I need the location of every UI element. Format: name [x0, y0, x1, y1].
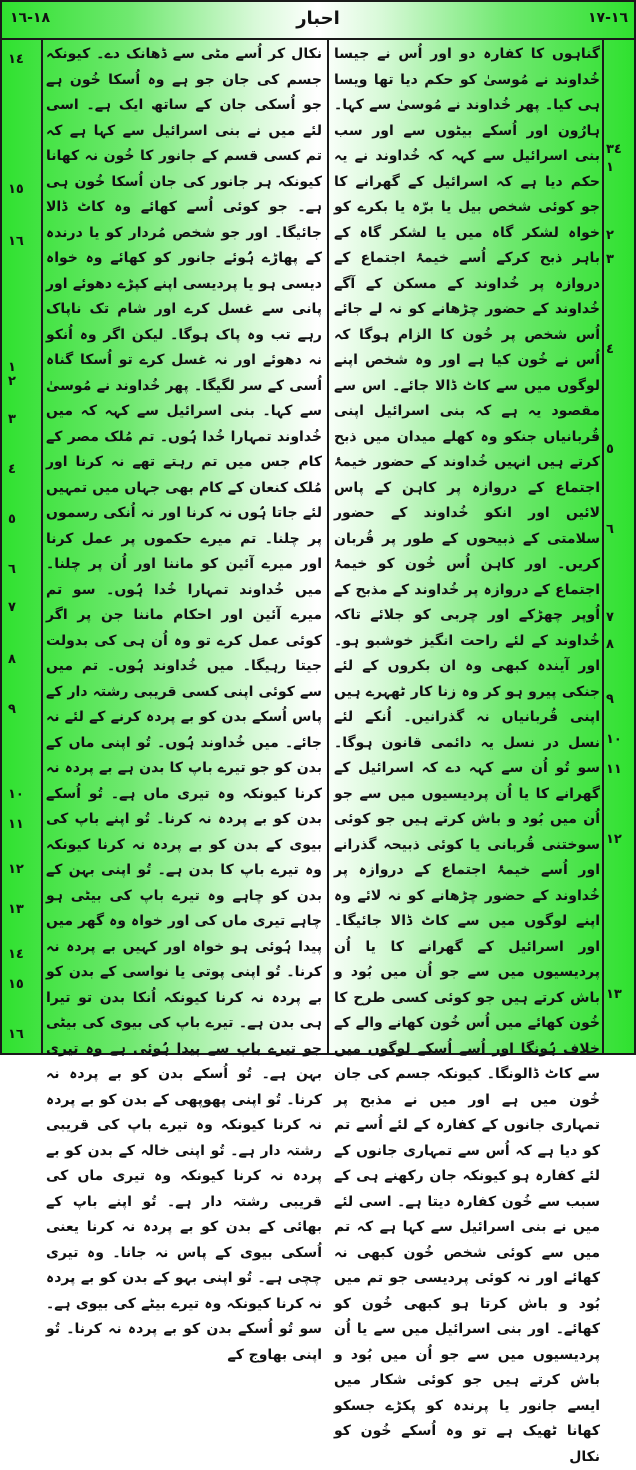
- right-verse-number: ٦: [606, 522, 614, 537]
- right-verse-number: ٩: [606, 692, 614, 707]
- chapter-range-right: ١٦-١٧: [588, 10, 628, 26]
- right-verse-number: ٥: [606, 442, 614, 457]
- left-column-text: نکال کر اُسے مٹی سے ڈھانک دے۔ کیونکہ جسم کی جان جو ہے وہ اُسکا خُون ہے جو اُسکی جان کے ساتھ ایک ہے۔ اسی لئے میں نے بنی اسرائیل سے کہا ہے کہ تم کسی قسم کے جانور کا خُون نہ کھانا کیونکہ ہر جانور کی جان اُسکا خُون ہی ہے۔ جو کوئی اُسے کھائے وہ کاٹ ڈالا جائیگا۔ اور جو شخص مُردار کو یا درندہ کے پھاڑے ہُوئے جانور کو کھائے وہ خواہ دیسی ہو یا پردیسی اپنے کپڑے دھوئے اور پانی سے غسل کرے اور شام تک ناپاک رہے تب وہ پاک ہوگا۔ لیکن اگر وہ اُنکو نہ دھوئے اور نہ غسل کرے تو اُسکا گناہ اُسی کے سر لگیگا۔ پھر خُداوند نے مُوسیٰ سے کہا۔ بنی اسرائیل سے کہہ کہ میں خُداوند تمہارا خُدا ہُوں۔ تم مُلک مصر کے کام جس میں تم رہتے تھے نہ کرنا اور مُلک کنعان کے کام بھی جہاں میں تمہیں لئے جاتا ہُوں نہ کرنا اور نہ اُنکی رسموں پر چلنا۔ تم میرے حکموں پر عمل کرنا اور میرے آئین کو ماننا اور اُن پر چلنا۔ میں خُداوند تمہارا خُدا ہُوں۔ سو تم میرے آئین اور احکام ماننا جن پر اگر کوئی عمل کرے تو وہ اُن ہی کی بدولت جیتا رہیگا۔ میں خُداوند ہُوں۔ تم میں سے کوئی اپنی کسی قریبی رشتہ دار کے پاس اُسکے بدن کو بے پردہ کرنے کے لئے نہ جائے۔ میں خُداوند ہُوں۔ تُو اپنی ماں کے بدن کو جو تیرے باپ کا بدن ہے بے پردہ نہ کرنا کیونکہ وہ تیری ماں ہے۔ تُو اُسکے بدن کو بے پردہ نہ کرنا۔ تُو اپنے باپ کی بیوی کے بدن کو بے پردہ نہ کرنا کیونکہ وہ تیرے باپ کا بدن ہے۔ تُو اپنی بہن کے بدن کو چاہے وہ تیرے باپ کی بیٹی ہو چاہے تیری ماں کی اور خواہ وہ گھر میں پیدا ہُوئی ہو خواہ اور کہیں بے پردہ نہ کرنا۔ تُو اپنی پوتی یا نواسی کے بدن کو بے پردہ نہ کرنا کیونکہ اُنکا بدن تو تیرا ہی بدن ہے۔ تیرے باپ کی بیوی کی بیٹی جو تیرے باپ سے پیدا ہُوئی ہے وہ تیری بہن ہے۔ تُو اُسکے بدن کو بے پردہ نہ کرنا۔ تُو اپنی پھوپھی کے بدن کو بے پردہ نہ کرنا کیونکہ وہ تیرے باپ کی قریبی رشتہ دار ہے۔ تُو اپنی خالہ کے بدن کو بے پردہ نہ کرنا کیونکہ وہ تیری ماں کی قریبی رشتہ دار ہے۔ تُو اپنے باپ کے بھائی کے بدن کو بے پردہ نہ کرنا یعنی اُسکی بیوی کے پاس نہ جانا۔ وہ تیری چچی ہے۔ تُو اپنی بہو کے بدن کو بے پردہ نہ کرنا کیونکہ وہ تیرے بیٹے کی بیوی ہے۔ سو تُو اُسکے بدن کو بے پردہ نہ کرنا۔ تُو اپنی بھاوج کے: [46, 46, 322, 1363]
- right-column-text: گناہوں کا کفارہ دو اور اُس نے جیسا خُداوند نے مُوسیٰ کو حکم دیا تھا ویسا ہی کیا۔ پھر خُداوند نے مُوسیٰ سے کہا۔ ہارُون اور اُسکے بیٹوں سے اور سب بنی اسرائیل سے کہہ کہ خُداوند نے یہ حکم دیا ہے کہ اسرائیل کے گھرانے کا جو کوئی شخص بیل یا برّہ یا بکرے کو خواہ لشکر گاہ میں یا لشکر گاہ کے باہر ذبح کرکے اُسے خیمۂ اجتماع کے دروازہ پر خُداوند کے مسکن کے آگے خُداوند کے حضور چڑھانے کو نہ لے جائے اُس شخص پر خُون کا الزام ہوگا کہ اُس نے خُون کیا ہے اور وہ شخص اپنے لوگوں میں سے کاٹ ڈالا جائے۔ اس سے مقصود یہ ہے کہ بنی اسرائیل اپنی قُربانیاں جنکو وہ کھلے میدان میں ذبح کرتے ہیں انہیں خُداوند کے حضور خیمۂ اجتماع کے دروازہ پر کاہن کے پاس لائیں اور انکو خُداوند کے حضور سلامتی کے ذبیحوں کے طور پر قُربان کریں۔ اور کاہن اُس خُون کو خیمۂ اجتماع کے دروازہ پر خُداوند کے مذبح کے اُوپر چھڑکے اور چربی کو جلائے تاکہ خُداوند کے لئے راحت انگیز خوشبو ہو۔ اور آیندہ کبھی وہ ان بکروں کے لئے جنکی پیرو ہو کر وہ زنا کار ٹھہرے ہیں اپنی قُربانیاں نہ گذرانیں۔ اُنکے لئے نسل در نسل یہ دائمی قانون ہوگا۔ سو تُو اُن سے کہہ دے کہ اسرائیل کے گھرانے کا یا اُن پردیسیوں میں سے جو اُن میں بُود و باش کرتے ہیں جو کوئی سوختنی قُربانی یا کوئی ذبیحہ گذرانے اور اُسے خیمۂ اجتماع کے دروازہ پر خُداوند کے حضور چڑھانے کو نہ لائے وہ اپنے لوگوں میں سے کاٹ ڈالا جائیگا۔ اور اسرائیل کے گھرانے کا یا اُن پردیسیوں میں سے جو اُن میں بُود و باش کرتے ہیں جو کوئی کسی طرح کا خُون کھائے میں اُس خُون کھانے والے کے خلاف ہُونگا اور اُسے اُسکے لوگوں میں سے کاٹ ڈالونگا۔ کیونکہ جسم کی جان خُون میں ہے اور میں نے مذبح پر تمہاری جانوں کے کفارہ کے لئے اُسے تم کو دیا ہے کہ اُس سے تمہاری جانوں کے لئے کفارہ ہو کیونکہ جان رکھنے ہی کے سبب سے خُون کفارہ دیتا ہے۔ اسی لئے میں نے بنی اسرائیل سے کہا ہے کہ تم میں سے کوئی شخص خُون کبھی نہ کھائے اور نہ کوئی پردیسی جو تم میں بُود و باش کرتا ہو کبھی خُون کو کھائے۔ اور بنی اسرائیل میں سے یا اُن پردیسیوں میں سے جو اُن میں بُود و باش کرتے ہیں جو کوئی شکار میں ایسے جانور یا پرندہ کو پکڑے جسکو کھانا ٹھیک ہے تو وہ اُسکے خُون کو نکال: [334, 46, 600, 1465]
- left-verse-number: ٩: [8, 702, 16, 717]
- center-column-rule: [327, 40, 329, 1053]
- right-verse-number: ٧: [606, 610, 614, 625]
- right-verse-number: ١: [606, 160, 614, 175]
- right-verse-number: ٤: [606, 342, 614, 357]
- left-verse-number: ٢: [8, 374, 16, 389]
- right-verse-number: ١٠: [606, 732, 622, 747]
- left-verse-number: ١١: [8, 817, 24, 832]
- right-text-column: [334, 42, 600, 1465]
- right-verse-number: ١٣: [606, 987, 622, 1002]
- right-verse-number: ٣: [606, 252, 614, 267]
- left-verse-number: ١٥: [8, 977, 24, 992]
- left-verse-number: ١: [8, 360, 16, 375]
- left-verse-number: ١٦: [8, 1027, 24, 1042]
- left-margin-rule: [41, 40, 43, 1053]
- left-verse-number: ١٤: [8, 947, 24, 962]
- left-verse-number: ١٢: [8, 862, 24, 877]
- left-verse-number: ١٠: [8, 787, 24, 802]
- left-verse-number: ١٦: [8, 234, 24, 249]
- left-verse-number: ٧: [8, 600, 16, 615]
- verse-numbers-right: [606, 42, 632, 1047]
- left-verse-number: ٥: [8, 512, 16, 527]
- left-verse-number: ٨: [8, 652, 16, 667]
- left-verse-number: ١٣: [8, 902, 24, 917]
- right-margin-rule: [602, 40, 604, 1053]
- verse-numbers-left: [8, 42, 38, 1047]
- left-verse-number: ٣: [8, 412, 16, 427]
- left-verse-number: ٤: [8, 462, 16, 477]
- right-verse-number: ٣٤: [606, 142, 622, 157]
- left-text-column: [46, 42, 322, 1363]
- right-verse-number: ٢: [606, 228, 614, 243]
- right-verse-number: ١٢: [606, 832, 622, 847]
- left-verse-number: ١٥: [8, 182, 24, 197]
- right-verse-number: ١١: [606, 762, 622, 777]
- chapter-range-left: ١٨-١٦: [10, 10, 50, 26]
- page-header: [2, 2, 634, 40]
- left-verse-number: ٦: [8, 562, 16, 577]
- right-verse-number: ٨: [606, 637, 614, 652]
- left-verse-number: ١٤: [8, 52, 24, 67]
- book-title: احبار: [296, 8, 340, 29]
